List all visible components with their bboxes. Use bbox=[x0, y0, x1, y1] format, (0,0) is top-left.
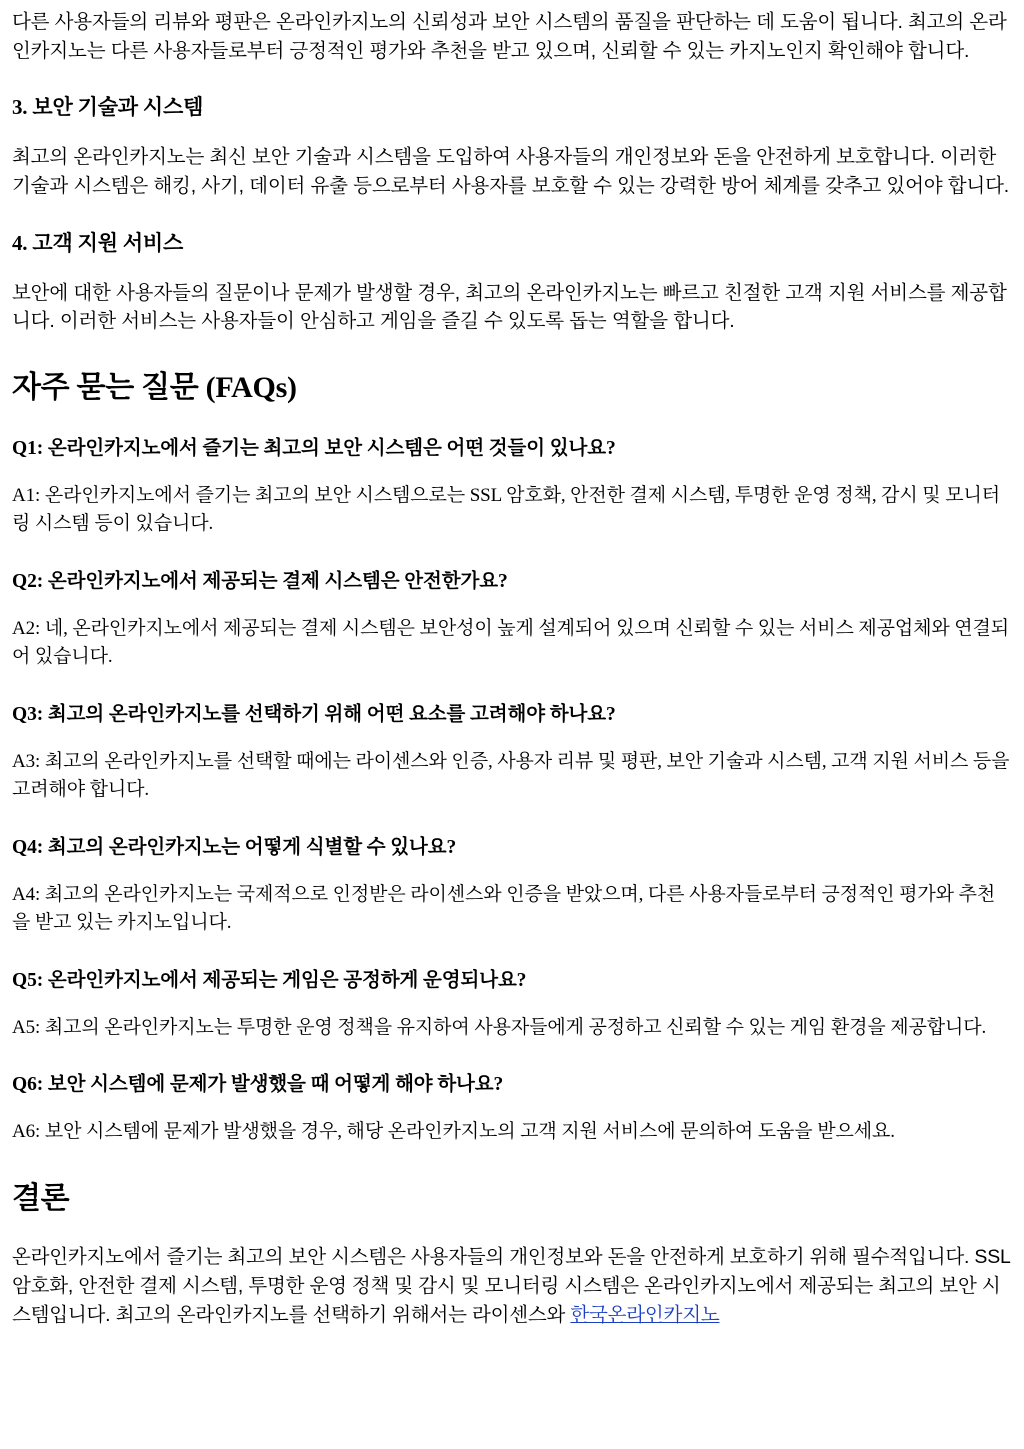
faq-heading: 자주 묻는 질문 (FAQs) bbox=[12, 370, 297, 404]
section-heading-3: 3. 보안 기술과 시스템 bbox=[12, 95, 204, 120]
faq-answer-2: A2: 네, 온라인카지노에서 제공되는 결제 시스템은 보안성이 높게 설계되어 있으며 신뢰할 수 있는 서비스 제공업체와 연결되어 있습니다. bbox=[12, 617, 1010, 668]
faq-question-1: Q1: 온라인카지노에서 즐기는 최고의 보안 시스템은 어떤 것들이 있나요? bbox=[12, 437, 616, 459]
korea-online-casino-link[interactable]: 한국온라인카지노 bbox=[570, 1304, 720, 1327]
faq-question-5: Q5: 온라인카지노에서 제공되는 게임은 공정하게 운영되나요? bbox=[12, 969, 527, 991]
faq-question-6: Q6: 보안 시스템에 문제가 발생했을 때 어떻게 해야 하나요? bbox=[12, 1074, 504, 1096]
intro-paragraph: 다른 사용자들의 리뷰와 평판은 온라인카지노의 신뢰성과 보안 시스템의 품질을 판단하는 데 도움이 됩니다. 최고의 온라인카지노는 다른 사용자들로부터 긍정적인 평가와 추천을 받고 있으며, 신뢰할 수 있는 카지노인지 확인해야 합니다. bbox=[12, 11, 1007, 62]
conclusion-heading: 결론 bbox=[12, 1181, 70, 1215]
section-body-4: 보안에 대한 사용자들의 질문이나 문제가 발생할 경우, 최고의 온라인카지노는 빠르고 친절한 고객 지원 서비스를 제공합니다. 이러한 서비스는 사용자들이 안심하고 게임을 즐길 수 있도록 돕는 역할을 합니다. bbox=[12, 281, 1007, 333]
faq-question-4: Q4: 최고의 온라인카지노는 어떻게 식별할 수 있나요? bbox=[12, 836, 457, 858]
section-body-3: 최고의 온라인카지노는 최신 보안 기술과 시스템을 도입하여 사용자들의 개인정보와 돈을 안전하게 보호합니다. 이러한 기술과 시스템은 해킹, 사기, 데이터 유출 등으로부터 사용자를 보호할 수 있는 강력한 방어 체계를 갖추고 있어야 합니다. bbox=[12, 146, 1010, 197]
faq-answer-4: A4: 최고의 온라인카지노는 국제적으로 인정받은 라이센스와 인증을 받았으며, 다른 사용자들로부터 긍정적인 평가와 추천을 받고 있는 카지노입니다. bbox=[12, 883, 996, 934]
conclusion-text-span: 온라인카지노에서 즐기는 최고의 보안 시스템은 사용자들의 개인정보와 돈을 안전하게 보호하기 위해 필수적입니다. SSL 암호화, 안전한 결제 시스템, 투명한 운영 정책 및 감시 및 모니터링 시스템은 온라인카지노에서 제공되는 최고의 보안 시스템입니다. 최고의 온라인카지노를 선택하기 위해서는 라이센스와 bbox=[12, 1245, 1010, 1327]
faq-answer-5: A5: 최고의 온라인카지노는 투명한 운영 정책을 유지하여 사용자들에게 공정하고 신뢰할 수 있는 게임 환경을 제공합니다. bbox=[12, 1016, 987, 1038]
section-heading-4: 4. 고객 지원 서비스 bbox=[12, 230, 184, 255]
faq-question-2: Q2: 온라인카지노에서 제공되는 결제 시스템은 안전한가요? bbox=[12, 570, 508, 592]
faq-answer-3: A3: 최고의 온라인카지노를 선택할 때에는 라이센스와 인증, 사용자 리뷰 및 평판, 보안 기술과 시스템, 고객 지원 서비스 등을 고려해야 합니다. bbox=[12, 750, 1010, 801]
faq-question-3: Q3: 최고의 온라인카지노를 선택하기 위해 어떤 요소를 고려해야 하나요? bbox=[12, 703, 616, 725]
conclusion-paragraph bbox=[12, 1243, 1012, 1331]
faq-answer-1: A1: 온라인카지노에서 즐기는 최고의 보안 시스템으로는 SSL 암호화, 안전한 결제 시스템, 투명한 운영 정책, 감시 및 모니터링 시스템 등이 있습니다. bbox=[12, 484, 1000, 535]
faq-answer-6: A6: 보안 시스템에 문제가 발생했을 경우, 해당 온라인카지노의 고객 지원 서비스에 문의하여 도움을 받으세요. bbox=[12, 1121, 895, 1143]
